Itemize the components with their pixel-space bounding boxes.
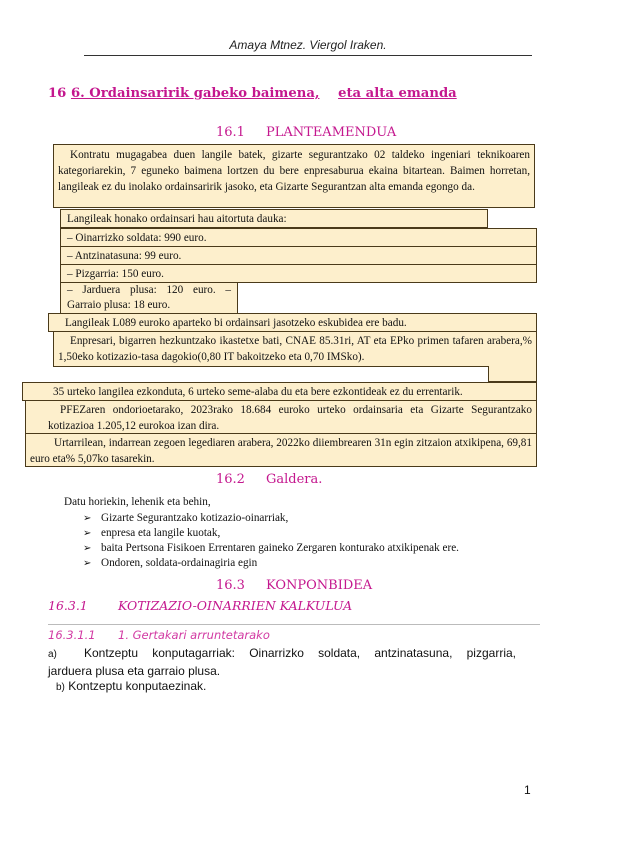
section-divider <box>48 624 540 625</box>
salary-item-seniority: – Antzinatasuna: 99 euro. <box>60 246 537 265</box>
header-rule <box>84 55 532 56</box>
family-box: 35 urteko langilea ezkonduta, 6 urteko seme-alaba du eta bere ezkontideak ez du errentarik. <box>22 382 537 401</box>
item-b-text: Kontzeptu konputaezinak. <box>68 679 207 693</box>
paragraph-b <box>56 678 206 696</box>
arrow-bullet-icon: ➢ <box>83 558 92 569</box>
salary-item-incentive: – Pizgarria: 150 euro. <box>60 264 537 283</box>
section-title: Galdera. <box>266 472 323 487</box>
company-box: Enpresari, bigarren hezkuntzako ikastetxe bati, CNAE 85.31ri, AT eta EPko primen tafaren arabera,% 1,50eko kotizazio-tasa dagokio(0,80 IT bakoitzeko eta 0,70 IMSko). <box>53 331 537 367</box>
chapter-title-part2: eta alta emanda <box>338 86 457 101</box>
arrow-bullet-icon: ➢ <box>83 513 92 524</box>
withholding-box: Urtarrilean, indarrean zegoen legediaren arabera, 2022ko diiembrearen 31n egin zitzaion atxikipena, 69,81 euro eta% 5,07ko tasarekin. <box>25 433 537 467</box>
page-header: Amaya Mtnez. Viergol Iraken. <box>229 38 387 52</box>
pfez-box <box>25 400 537 434</box>
section-title: PLANTEAMENDUA <box>266 125 397 140</box>
item-label-b: b) <box>56 682 65 693</box>
question-list <box>83 511 523 571</box>
plus-box <box>60 282 238 314</box>
salary-heading-box: Langileak honako ordainsari hau aitortuta dauka: <box>60 209 488 228</box>
arrow-bullet-icon: ➢ <box>83 528 92 539</box>
list-item: ➢ Gizarte Segurantzako kotizazio-oinarriak, <box>83 512 289 524</box>
salary-item-base: – Oinarrizko soldata: 990 euro. <box>60 228 537 247</box>
transport-plus-line: Garraio plusa: 18 euro. <box>67 299 171 311</box>
list-item: ➢ Ondoren, soldata-ordainagiria egin <box>83 557 258 569</box>
subsection-title: KOTIZAZIO-OINARRIEN KALKULUA <box>118 598 353 613</box>
section-heading-16-2 <box>216 472 322 487</box>
section-heading-16-3 <box>216 578 372 593</box>
subsubsection-number: 16.3.1.1 <box>48 628 96 642</box>
paragraph-a <box>48 645 516 679</box>
chapter-number: 16 <box>48 86 67 101</box>
activity-plus-line: – Jarduera plusa: 120 euro. – <box>67 284 231 296</box>
item-a-line1: Kontzeptu konputagarriak: Oinarrizko soldata, antzinatasuna, pizgarria, <box>84 646 516 660</box>
arrow-bullet-icon: ➢ <box>83 543 92 554</box>
l089-box: Langileak L089 euroko aparteko bi ordainsari jasotzeko eskubidea ere badu. <box>48 313 537 332</box>
chapter-title-part1: 6. Ordainsaririk gabeko baimena, <box>70 86 320 101</box>
section-title: KONPONBIDEA <box>266 578 373 593</box>
subsubsection-title: 1. Gertakari arruntetarako <box>118 628 270 642</box>
item-label-a: a) <box>48 649 57 660</box>
list-item: ➢ enpresa eta langile kuotak, <box>83 527 221 539</box>
section-number: 16.1 <box>216 125 245 140</box>
question-intro: Datu horiekin, lehenik eta behin, <box>64 496 211 508</box>
page-number: 1 <box>524 783 531 797</box>
subsubsection-heading <box>48 628 270 642</box>
section-number: 16.3 <box>216 578 245 593</box>
pfez-text: PFEZaren ondorioetarako, 2023rako 18.684 euroko urteko ordainsaria eta Gizarte Segurantzako kotizazioa 1.205,12 eurokoa izan dira. <box>48 404 532 432</box>
item-a-line2: jarduera plusa eta garraio plusa. <box>48 664 221 678</box>
company-box-tail <box>488 366 537 382</box>
subsection-heading <box>48 598 352 613</box>
subsection-number: 16.3.1 <box>48 598 88 613</box>
list-item: ➢ baita Pertsona Fisikoen Errentaren gaineko Zergaren konturako atxikipenak ere. <box>83 542 459 554</box>
chapter-title <box>48 86 457 101</box>
section-number: 16.2 <box>216 472 245 487</box>
intro-box: Kontratu mugagabea duen langile batek, gizarte segurantzako 02 taldeko ingeniari teknikoaren kategoriarekin, 7 eguneko baimena lortzen du bere enpresaburua ekaina bitartean. Baimen horretan, langileak ez du inolako ordainsaririk jasoko, eta Gizarte Segurantzan alta emanda egongo da. <box>53 144 535 208</box>
section-heading-16-1 <box>216 125 396 140</box>
